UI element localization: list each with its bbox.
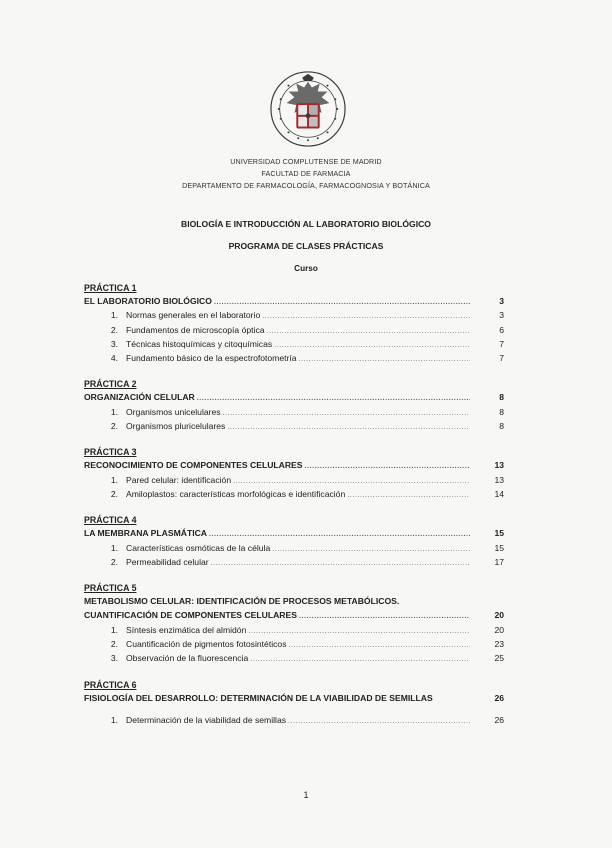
course-label: Curso (294, 264, 318, 273)
practica-page-number: 20 (494, 610, 504, 621)
practica-title: RECONOCIMIENTO DE COMPONENTES CELULARES (84, 460, 303, 471)
dot-leader (227, 421, 470, 435)
practica-title-row (84, 458, 504, 472)
university-seal-logo (269, 70, 347, 148)
dot-leader (347, 489, 470, 503)
toc-item-page-number: 14 (494, 488, 504, 499)
toc-item-page-number: 6 (499, 324, 504, 335)
practica-section (84, 583, 504, 665)
toc-item-label: Permeabilidad celular (126, 556, 209, 567)
practica-title-line (84, 594, 504, 608)
toc-item (84, 473, 504, 487)
dot-leader (299, 610, 470, 624)
toc-item (84, 651, 504, 665)
toc-item (84, 487, 504, 501)
practica-title-row (84, 390, 504, 404)
toc-item (84, 323, 504, 337)
dot-leader (211, 557, 470, 571)
practica-page-number: 26 (494, 692, 504, 703)
dot-leader (272, 543, 470, 557)
toc-item-number: 1. (110, 542, 118, 553)
practica-title-row (84, 691, 504, 705)
practica-title: ORGANIZACIÓN CELULAR (84, 392, 195, 403)
toc-item-page-number: 17 (494, 556, 504, 567)
practica-title: FISIOLOGÍA DEL DESARROLLO: DETERMINACIÓN DE LA VIABILIDAD DE SEMILLAS (84, 692, 433, 703)
practica-section (84, 283, 504, 365)
toc-item (84, 405, 504, 419)
document-title: BIOLOGÍA E INTRODUCCIÓN AL LABORATORIO BIOLÓGICO (180, 219, 431, 229)
toc-item-label: Normas generales en el laboratorio (126, 310, 261, 321)
dot-leader (305, 460, 470, 474)
toc-item-number: 2. (110, 421, 118, 432)
toc-item-page-number: 8 (499, 406, 504, 417)
dot-leader (223, 407, 470, 421)
dot-leader (274, 339, 470, 353)
faculty-name: FACULTAD DE FARMACIA (261, 169, 351, 178)
toc-item-page-number: 13 (494, 474, 504, 485)
toc-item-number: 2. (110, 488, 118, 499)
toc-item-page-number: 3 (499, 310, 504, 321)
practica-heading: PRÁCTICA 6 (84, 679, 137, 690)
toc-item-number: 1. (110, 474, 118, 485)
toc-item (84, 713, 504, 727)
toc-item-page-number: 20 (494, 624, 504, 635)
toc-item-label: Fundamentos de microscopía óptica (126, 324, 265, 335)
department-name: DEPARTAMENTO DE FARMACOLOGÍA, FARMACOGNOSIA Y BOTÁNICA (182, 181, 430, 190)
practica-page-number: 8 (499, 392, 504, 403)
toc-item-label: Cuantificación de pigmentos fotosintéticos (126, 639, 287, 650)
toc-item-page-number: 7 (499, 338, 504, 349)
university-name: UNIVERSIDAD COMPLUTENSE DE MADRID (230, 157, 382, 166)
toc-item (84, 555, 504, 569)
toc-item-number: 1. (110, 714, 118, 725)
toc-item-page-number: 25 (494, 653, 504, 664)
toc-item-label: Amiloplastos: características morfológicas e identificación (126, 488, 346, 499)
toc-item-page-number: 26 (494, 714, 504, 725)
toc-item-page-number: 7 (499, 353, 504, 364)
dot-leader (262, 310, 470, 324)
toc-item-number: 4. (110, 353, 118, 364)
toc-item (84, 351, 504, 365)
dot-leader (267, 325, 470, 339)
toc-item-number: 2. (110, 324, 118, 335)
dot-leader (197, 392, 470, 406)
practica-title-row (84, 608, 504, 622)
toc-item-number: 2. (110, 556, 118, 567)
toc-item (84, 337, 504, 351)
toc-item (84, 637, 504, 651)
toc-item-label: Síntesis enzimática del almidón (126, 624, 247, 635)
practica-page-number: 15 (494, 528, 504, 539)
toc-item-label: Técnicas histoquímicas y citoquímicas (126, 338, 273, 349)
practica-title-row (84, 526, 504, 540)
practica-title: LA MEMBRANA PLASMÁTICA (84, 528, 208, 539)
practica-section (84, 515, 504, 569)
toc-item-label: Determinación de la viabilidad de semillas (126, 714, 287, 725)
dot-leader (299, 353, 470, 367)
toc-item-page-number: 8 (499, 421, 504, 432)
toc-item-label: Fundamento básico de la espectrofotometría (126, 353, 297, 364)
practica-heading: PRÁCTICA 5 (84, 583, 137, 594)
toc-item-number: 1. (110, 310, 118, 321)
toc-item-number: 3. (110, 338, 118, 349)
toc-item-page-number: 23 (494, 639, 504, 650)
toc-item (84, 623, 504, 637)
practica-heading: PRÁCTICA 2 (84, 379, 137, 390)
dot-leader (250, 653, 470, 667)
practica-page-number: 13 (494, 460, 504, 471)
toc-item-label: Organismos pluricelulares (126, 421, 226, 432)
practica-section (84, 379, 504, 433)
toc-item-number: 1. (110, 406, 118, 417)
toc-item-label: Pared celular: identificación (126, 474, 232, 485)
practica-section (84, 447, 504, 501)
toc-item-label: Organismos unicelulares (126, 406, 221, 417)
table-of-contents (84, 283, 504, 741)
practica-title: EL LABORATORIO BIOLÓGICO (84, 296, 212, 306)
practica-section (84, 680, 504, 728)
practica-title: CUANTIFICACIÓN DE COMPONENTES CELULARES (84, 610, 297, 621)
page-number: 1 (303, 790, 309, 800)
dot-leader (289, 639, 470, 653)
document-subtitle: PROGRAMA DE CLASES PRÁCTICAS (228, 241, 384, 251)
toc-item (84, 308, 504, 322)
toc-item (84, 541, 504, 555)
practica-heading: PRÁCTICA 3 (84, 447, 137, 458)
toc-item-number: 1. (110, 624, 118, 635)
toc-item (84, 419, 504, 433)
toc-item-page-number: 15 (494, 542, 504, 553)
practica-title-row (84, 294, 504, 308)
practica-heading: PRÁCTICA 1 (84, 283, 137, 293)
dot-leader (288, 715, 470, 729)
toc-item-label: Características osmóticas de la célula (126, 542, 271, 553)
toc-item-label: Observación de la fluorescencia (126, 653, 249, 664)
practica-title-text: METABOLISMO CELULAR: IDENTIFICACIÓN DE PROCESOS METABÓLICOS. (84, 596, 400, 607)
toc-item-number: 3. (110, 653, 118, 664)
toc-item-number: 2. (110, 639, 118, 650)
practica-heading: PRÁCTICA 4 (84, 515, 137, 526)
practica-page-number: 3 (499, 296, 504, 306)
